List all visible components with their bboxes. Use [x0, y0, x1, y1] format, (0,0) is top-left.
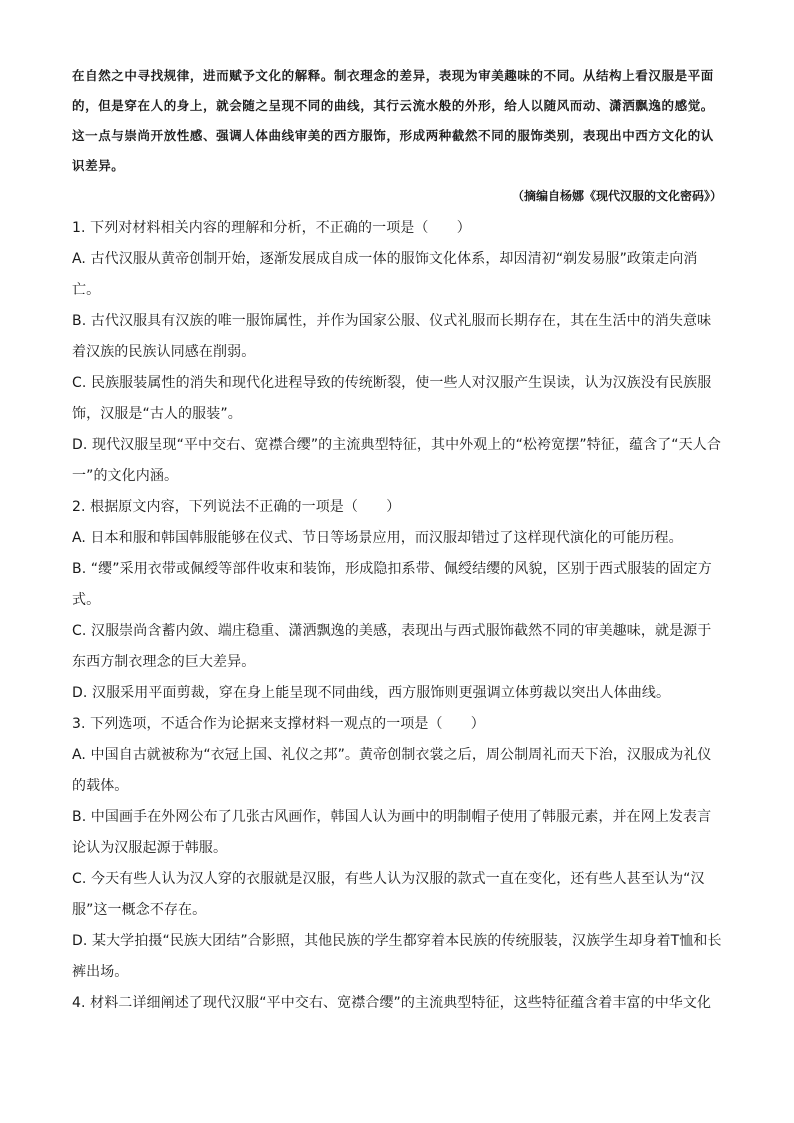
option-c: C. 民族服装属性的消失和现代化进程导致的传统断裂，使一些人对汉服产生误读，认为汉族没有民族服饰，汉服是“古人的服装”。	[72, 375, 712, 422]
option-a: A. 古代汉服从黄帝创制开始，逐渐发展成自成一体的服饰文化体系，却因清初“剃发易服”政策走向消亡。	[72, 251, 698, 298]
option-b: B. 中国画手在外网公布了几张古风画作，韩国人认为画中的明制帽子使用了韩服元素，并在网上发表言论认为汉服起源于韩服。	[72, 809, 712, 856]
option-c: C. 今天有些人认为汉人穿的衣服就是汉服，有些人认为汉服的款式一直在变化，还有些人甚至认为“汉服”这一概念不存在。	[72, 871, 705, 918]
option-b: B. “缨”采用衣带或佩绶等部件收束和装饰，形成隐扣系带、佩绶结缨的风貌，区别于西式服装的固定方式。	[72, 561, 712, 608]
question-stem: 1. 下列对材料相关内容的理解和分析，不正确的一项是（ ）	[72, 220, 471, 236]
option-b: B. 古代汉服具有汉族的唯一服饰属性，并作为国家公服、仪式礼服而长期存在，其在生活中的消失意味着汉族的民族认同感在削弱。	[72, 313, 712, 360]
question-stem: 4. 材料二详细阐述了现代汉服“平中交右、宽襟合缨”的主流典型特征，这些特征蕴含着丰富的中华文化	[72, 995, 712, 1011]
option-a: A. 中国自古就被称为“衣冠上国、礼仪之邦”。黄帝创制衣裳之后，周公制周礼而天下治，汉服成为礼仪的载体。	[72, 747, 712, 794]
question-1	[72, 213, 722, 492]
option-a: A. 日本和服和韩国韩服能够在仪式、节日等场景应用，而汉服却错过了这样现代演化的可能历程。	[72, 530, 683, 546]
question-4	[72, 988, 722, 1019]
question-2	[72, 492, 722, 709]
passage-source: （摘编自杨娜《现代汉服的文化密码》）	[511, 189, 722, 203]
option-d: D. 某大学拍摄“民族大团结”合影照，其他民族的学生都穿着本民族的传统服装，汉族学生却身着T恤和长裤出场。	[72, 933, 722, 980]
passage-excerpt: 在自然之中寻找规律，进而赋予文化的解释。制衣理念的差异，表现为审美趣味的不同。从结构上看汉服是平面的，但是穿在人的身上，就会随之呈现不同的曲线，其行云流水般的外形，给人以随风而动、潇洒飘逸的感觉。这一点与崇尚开放性感、强调人体曲线审美的西方服饰，形成两种截然不同的服饰类别，表现出中西方文化的认识差异。	[72, 68, 714, 173]
question-3	[72, 709, 722, 988]
option-d: D. 现代汉服呈现“平中交右、宽襟合缨”的主流典型特征，其中外观上的“松袴宽摆”特征，蕴含了“天人合一”的文化内涵。	[72, 437, 721, 484]
question-stem: 3. 下列选项，不适合作为论据来支撑材料一观点的一项是（ ）	[72, 716, 485, 732]
question-stem: 2. 根据原文内容，下列说法不正确的一项是（ ）	[72, 499, 401, 515]
option-d: D. 汉服采用平面剪裁，穿在身上能呈现不同曲线，西方服饰则更强调立体剪裁以突出人体曲线。	[72, 685, 671, 701]
option-c: C. 汉服崇尚含蓄内敛、端庄稳重、潇洒飘逸的美感，表现出与西式服饰截然不同的审美趣味，就是源于东西方制衣理念的巨大差异。	[72, 623, 712, 670]
